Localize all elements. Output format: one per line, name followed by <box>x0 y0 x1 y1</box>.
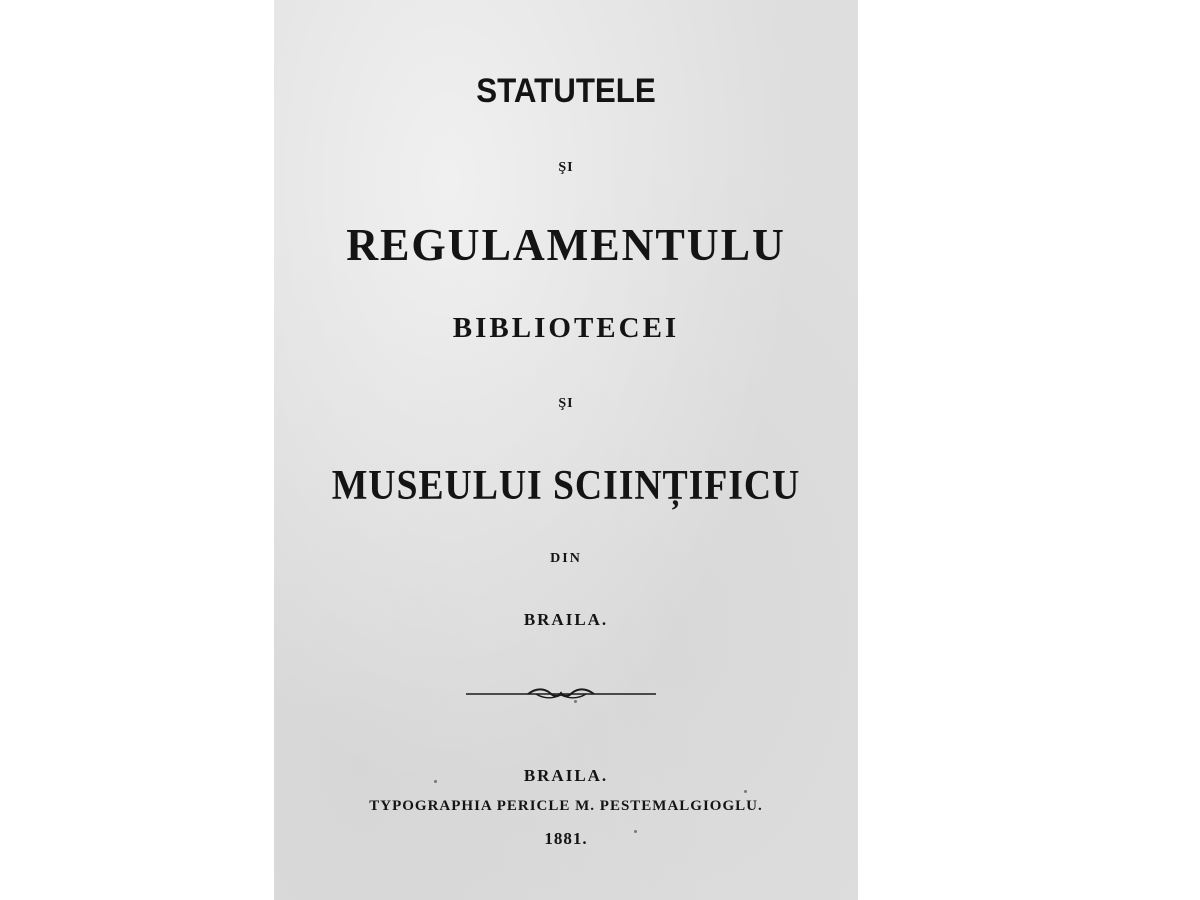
paper-speck <box>744 790 747 793</box>
heading-statutele: STATUTELE <box>476 72 656 110</box>
main-title-regulamentulu: REGULAMENTULU <box>346 219 786 270</box>
imprint-year: 1881. <box>544 829 588 848</box>
place-braila: BRAILA. <box>523 610 609 629</box>
conjunction-si-1: ŞI <box>558 160 574 175</box>
book-title-page <box>274 0 858 900</box>
conjunction-si-2: ŞI <box>558 396 574 411</box>
ornamental-rule-icon <box>466 684 656 704</box>
title-museului-sciintificu: MUSEULUI SCIINȚIFICU <box>331 463 801 509</box>
imprint-city: BRAILA. <box>523 766 609 785</box>
subtitle-bibliotecei: BIBLIOTECEI <box>452 312 680 344</box>
imprint-printer: TYPOGRAPHIA PERICLE M. PESTEMALGIOGLU. <box>369 798 763 814</box>
preposition-din: DIN <box>550 551 582 566</box>
